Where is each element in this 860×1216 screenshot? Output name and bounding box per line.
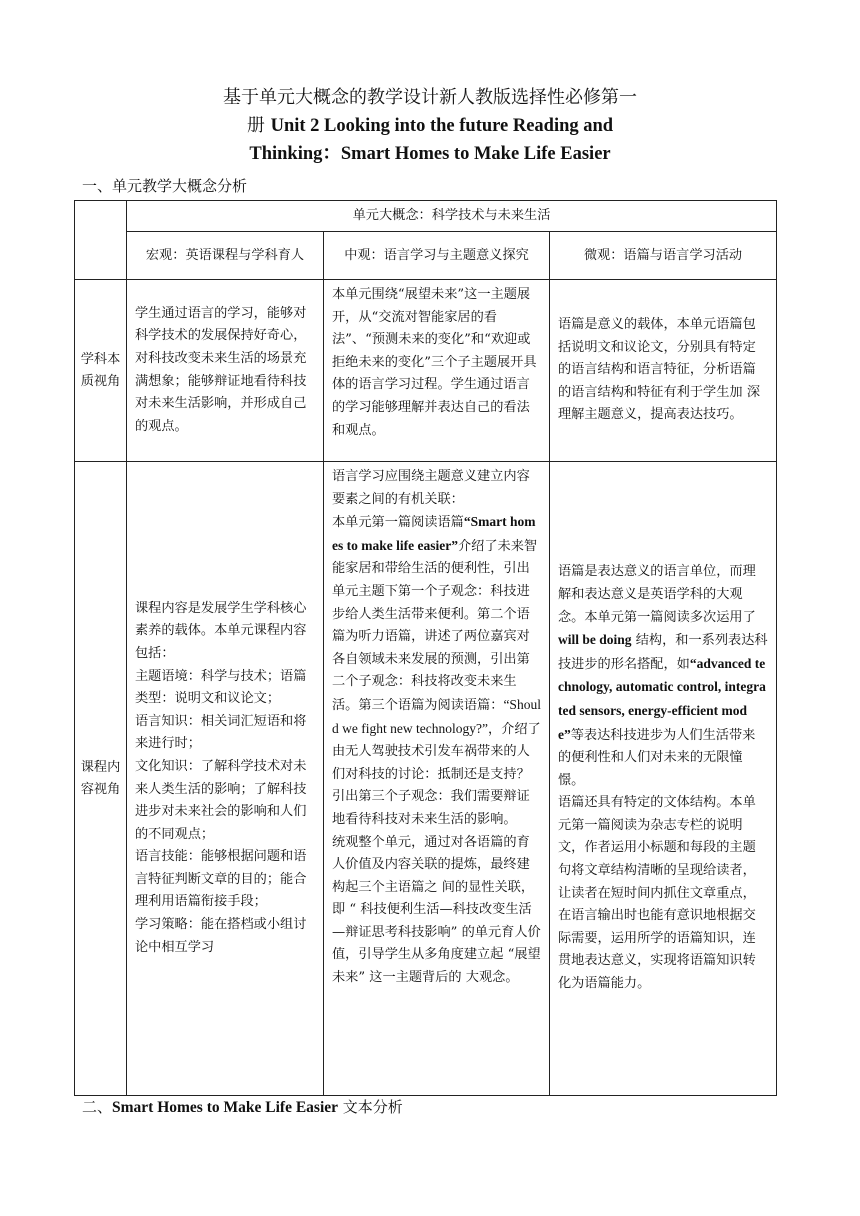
meso-title-should-we-fight: “Should we fight new technology?” [332,696,541,736]
row2-micro-paragraph: 语篇还具有特定的文体结构。本单元第一篇阅读为杂志专栏的说明文，作者运用小标题和每段的主题句将文章结构清晰的呈现给读者，让读者在短时间内抓住文章重点，在语言输出时也能有意识地根据交际需要，运用所学的语篇知识，连贯地表达意义，实现将语篇知识转化为语篇能力。 [558,795,756,992]
row-label-discipline: 学科本质视角 [75,280,127,462]
big-concept-table [74,200,777,1096]
micro-collocations: “advanced technology, automatic control, integrated sensors, energy-efficient mode” [558,655,766,742]
title-line-2-prefix: 册 [246,115,265,136]
header-micro: 微观：语篇与语言学习活动 [550,232,777,280]
row2-macro-line: 语言技能：能够根据问题和语言特征判断文章的目的；能合理利用语篇衔接手段； [135,849,307,910]
row2-macro-line: 学习策略：能在搭档或小组讨论中相互学习 [135,917,307,955]
micro-text: 语篇是表达意义的语言单位，而理解和表达意义是英语学科的大观念。本单元第一篇阅读多次运用了 [558,564,756,625]
section-2-title: Smart Homes to Make Life Easier [112,1099,339,1116]
micro-structure: will be doing [558,632,632,648]
section-2-suffix: 文本分析 [338,1098,403,1116]
row1-meso-cell: 本单元围绕“展望未来”这一主题展开，从“交流对智能家居的看法”、“预测未来的变化”和“欢迎或拒绝未来的变化”三个子主题展开具体的语言学习过程。学生通过语言的学习能够理解并表达自己的看法和观点。 [324,280,550,462]
row2-micro-paragraph [558,561,768,792]
micro-text: 结构，和一系列表达科技进步的形名搭配，如 [558,633,768,672]
meso-text: 本单元第一篇阅读语篇 [332,515,464,531]
document-title [150,84,710,168]
title-line-2 [150,112,710,140]
row2-macro-line: 语言知识：相关词汇短语和将来进行时； [135,713,307,752]
meso-title-smart-homes: “Smart homes to make life easier” [332,514,536,553]
meso-text: ，介绍了由无人驾驶技术引发车祸带来的人们对科技的讨论：抵制还是支持？引出第三个子观念：我们需要辩证地看待科技对未来生活的影响。 [332,721,541,827]
row2-meso-paragraph: 统观整个单元，通过对各语篇的育人价值及内容关联的提炼，最终建构起三个主语篇之 间的显性关联，即 “ 科技便利生活—科技改变生活—辩证思考科技影响” 的单元育人价值，引导学生从多角度建立起 “展望未来” 这一主题背后的 大观念。 [332,834,541,986]
header-macro: 宏观：英语课程与学科育人 [127,232,324,280]
header-meso: 中观：语言学习与主题意义探究 [324,232,550,280]
row2-macro-line: 文化知识：了解科学技术对未来人类生活的影响；了解科技进步对未来社会的影响和人们的不同观点； [135,758,307,842]
title-line-3: Thinking：Smart Homes to Make Life Easier [249,144,611,164]
micro-text: 等表达科技进步为人们生活带来的便利性和人们对未来的无限憧憬。 [558,727,756,788]
row2-macro-line: 课程内容是发展学生学科核心素养的载体。本单元课程内容包括： [135,600,307,661]
row2-meso-cell [324,462,550,1096]
big-concept-cell: 单元大概念：科学技术与未来生活 [127,201,777,232]
row2-meso-paragraph: 语言学习应围绕主题意义建立内容要素之间的有机关联： [332,469,530,507]
meso-text: 介绍了未来智能家居和带给生活的便利性，引出单元主题下第一个子观念：科技进步给人类生活带来便利。第二个语篇为听力语篇，讲述了两位嘉宾对各自领域未来发展的预测，引出第二个子观念：科技将改变未来生活。第三个语篇为阅读语篇： [332,538,538,713]
row1-macro-cell: 学生通过语言的学习，能够对科学技术的发展保持好奇心，对科技改变未来生活的场景充满想象；能够辩证地看待科技对未来生活影响，并形成自己的观点。 [127,280,324,462]
row2-macro-cell [127,462,324,1096]
row2-meso-paragraph [332,511,541,831]
row2-macro-line: 主题语境：科学与技术；语篇类型：说明文和议论文； [135,668,307,707]
section-2-heading [82,1097,403,1118]
row1-micro-cell: 语篇是意义的载体，本单元语篇包括说明文和议论文，分别具有特定的语言结构和语言特征，分析语篇的语言结构和特征有利于学生加 深理解主题意义，提高表达技巧。 [550,280,777,462]
section-2-prefix: 二、 [82,1098,113,1116]
row-label-curriculum: 课程内容视角 [75,462,127,1096]
title-line-2-english: Unit 2 Looking into the future Reading and [270,116,614,136]
title-line-1: 基于单元大概念的教学设计新人教版选择性必修第一 [223,87,637,108]
row2-micro-cell [550,462,777,1096]
table-corner-cell [75,201,127,280]
section-1-heading: 一、单元教学大概念分析 [82,177,248,195]
